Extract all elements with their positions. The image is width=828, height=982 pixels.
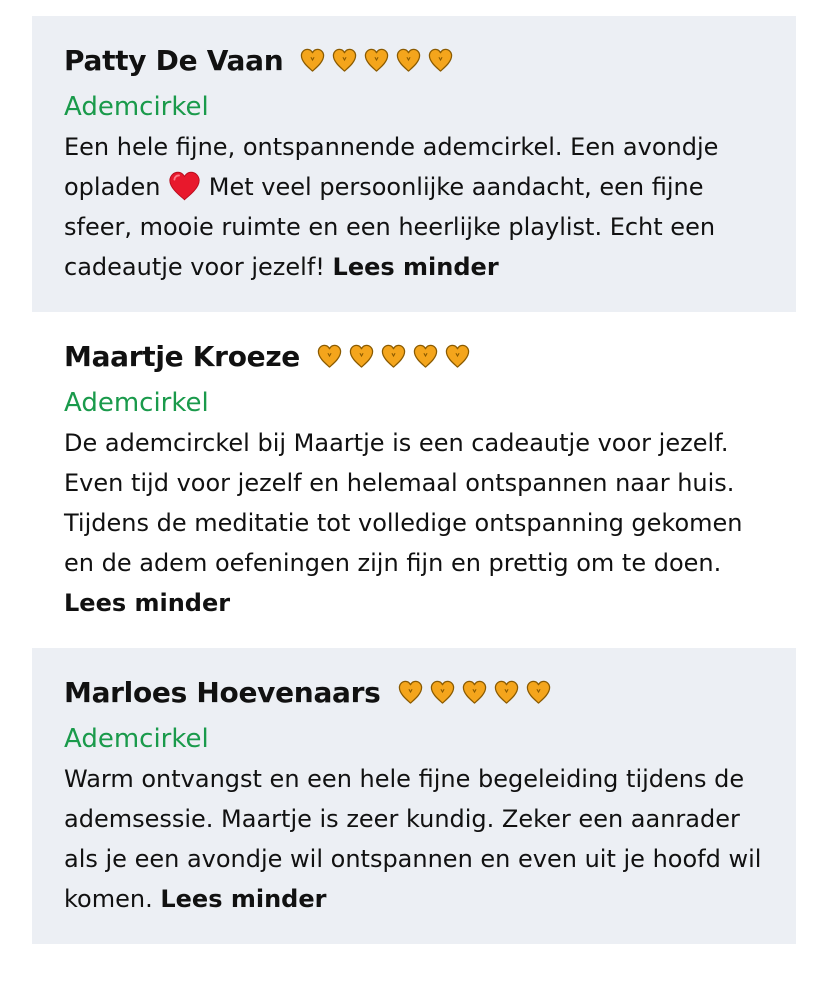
review-text <box>64 127 764 287</box>
review-text-body: De ademcirckel bij Maartje is een cadeautje voor jezelf. Even tijd voor jezelf en helemaal ontspannen naar huis. Tijdens de meditatie tot volledige ontspanning gekomen en de adem oefeningen zijn fijn en prettig om te doen. <box>64 429 743 577</box>
review-header <box>64 672 764 712</box>
reviewer-name: Marloes Hoevenaars <box>64 675 381 709</box>
yellow-heart-icon <box>380 343 407 369</box>
yellow-heart-icon <box>427 47 454 73</box>
review-category: Ademcirkel <box>64 388 209 418</box>
reviewer-name: Maartje Kroeze <box>64 339 301 373</box>
read-less-link[interactable]: Lees minder <box>64 589 231 617</box>
review-text-part: Een hele fijne, ontspannende ademcirkel. Een avondje opladen <box>64 133 719 201</box>
reviews-list <box>32 16 796 944</box>
review-card <box>32 648 796 944</box>
yellow-heart-icon <box>299 47 326 73</box>
review-text-part: Met veel persoonlijke aandacht, een fijne sfeer, mooie ruimte en een heerlijke playlist. Echt een cadeautje voor jezelf! <box>64 173 716 281</box>
reviewer-name: Patty De Vaan <box>64 43 284 77</box>
yellow-heart-icon <box>331 47 358 73</box>
yellow-heart-icon <box>412 343 439 369</box>
review-card <box>32 312 796 648</box>
rating-hearts <box>299 47 454 73</box>
review-header <box>64 336 764 376</box>
review-text <box>64 759 764 919</box>
yellow-heart-icon <box>316 343 343 369</box>
review-card <box>32 16 796 312</box>
review-category: Ademcirkel <box>64 724 209 754</box>
yellow-heart-icon <box>493 679 520 705</box>
read-less-link[interactable]: Lees minder <box>160 885 327 913</box>
yellow-heart-icon <box>461 679 488 705</box>
yellow-heart-icon <box>363 47 390 73</box>
review-text <box>64 423 764 623</box>
yellow-heart-icon <box>429 679 456 705</box>
red-heart-icon <box>168 171 201 201</box>
review-header <box>64 40 764 80</box>
review-category: Ademcirkel <box>64 92 209 122</box>
review-text-body: Warm ontvangst en een hele fijne begeleiding tijdens de ademsessie. Maartje is zeer kundig. Zeker een aanrader als je een avondje wil ontspannen en even uit je hoofd wil komen. <box>64 765 762 913</box>
yellow-heart-icon <box>525 679 552 705</box>
read-less-link[interactable]: Lees minder <box>332 253 499 281</box>
rating-hearts <box>316 343 471 369</box>
rating-hearts <box>397 679 552 705</box>
yellow-heart-icon <box>444 343 471 369</box>
yellow-heart-icon <box>395 47 422 73</box>
yellow-heart-icon <box>348 343 375 369</box>
yellow-heart-icon <box>397 679 424 705</box>
